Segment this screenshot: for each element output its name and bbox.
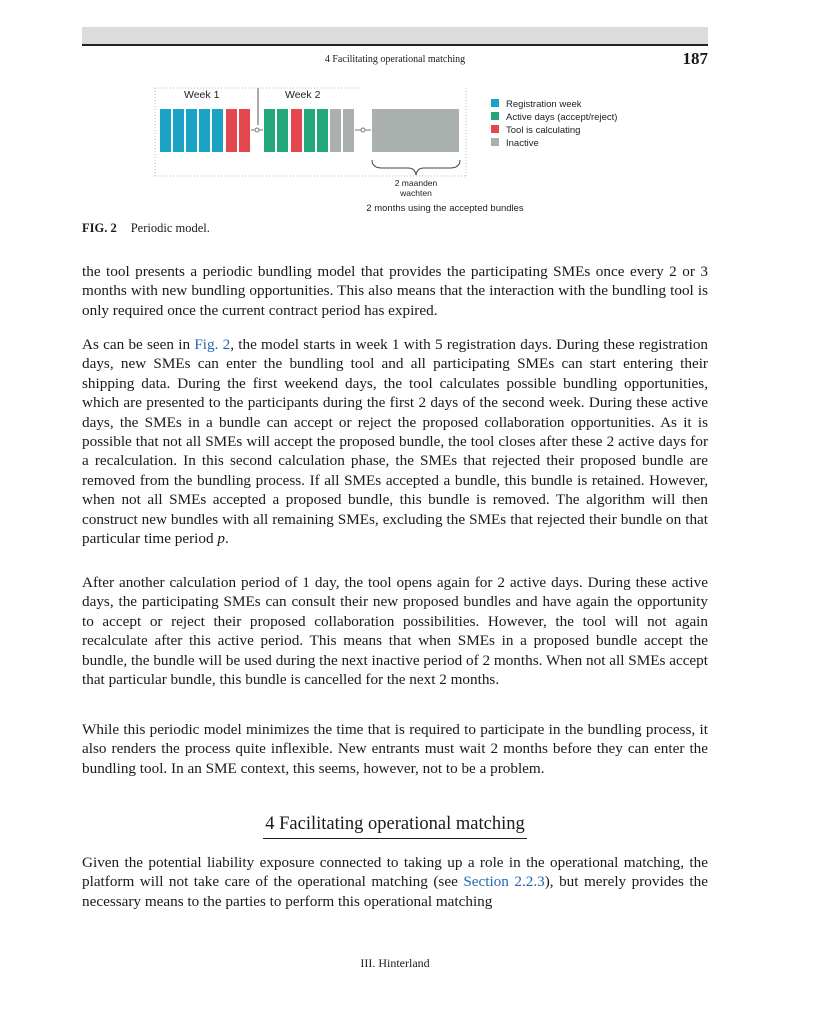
paragraph-2 <box>82 335 708 548</box>
brace-label-line1: 2 maanden <box>394 178 438 188</box>
running-head: 4 Facilitating operational matching <box>324 54 466 65</box>
active-day-2 <box>277 109 288 152</box>
inactive-day-1 <box>330 109 341 152</box>
registration-day-4 <box>199 109 210 152</box>
inactive-day-2 <box>343 109 354 152</box>
paragraph-2-text-start: As can be seen in <box>82 336 195 353</box>
legend-active-swatch <box>491 112 499 120</box>
brace-label-line2: wachten <box>400 188 432 198</box>
figure-caption-text: Periodic model. <box>130 221 210 235</box>
paragraph-5-text-end: ), but merely provides the necessary means to the parties to perform this operational matching <box>82 873 708 910</box>
connector-dot <box>255 128 259 132</box>
legend-inactive-swatch <box>491 138 499 146</box>
figure-number: FIG. 2 <box>82 221 117 235</box>
section-heading <box>82 814 708 839</box>
header-band <box>82 27 708 44</box>
section-heading-text: 4 Facilitating operational matching <box>263 814 526 839</box>
legend-registration-swatch <box>491 99 499 107</box>
section-2-2-3-link[interactable]: Section 2.2.3 <box>463 873 545 891</box>
calculating-day-3 <box>291 109 302 152</box>
legend-inactive-label: Inactive <box>506 138 539 149</box>
registration-day-5 <box>212 109 223 152</box>
figure-caption <box>82 221 210 236</box>
registration-day-1 <box>160 109 171 152</box>
fig-2-link[interactable]: Fig. 2 <box>194 336 231 353</box>
legend-registration-label: Registration week <box>506 99 582 110</box>
calculating-day-1 <box>226 109 237 152</box>
bottom-label: 2 months using the accepted bundles <box>366 203 524 214</box>
connector-dot <box>361 128 365 132</box>
legend-active-label: Active days (accept/reject) <box>506 112 618 123</box>
period-variable: p <box>217 530 225 548</box>
paragraph-1: the tool presents a periodic bundling model that provides the participating SMEs once every 2 or 3 months with new bundling opportunities. This also means that the interaction with the bundling tool is only required once the current contract period has expired. <box>82 263 708 319</box>
active-day-4 <box>317 109 328 152</box>
active-day-3 <box>304 109 315 152</box>
paragraph-2-end: . <box>224 530 229 548</box>
week-2-label: Week 2 <box>285 89 321 101</box>
page-number: 187 <box>682 49 708 68</box>
week-1-label: Week 1 <box>184 89 220 101</box>
paragraph-4: While this periodic model minimizes the time that is required to participate in the bundling process, it also renders the process quite inflexible. New entrants must wait 2 months before they can enter the bundling tool. In an SME context, this seems, however, not to be a problem. <box>82 721 708 777</box>
header-rule <box>82 44 708 46</box>
paragraph-2-text-body: , the model starts in week 1 with 5 registration days. During these registration days, new SMEs can enter the bundling tool and all participating SMEs can start entering their shipping data. During the first weekend days, the tool calculates possible bundling opportunities, which are presented to the participants during the first 2 days of the second week. During these active days, the SMEs in a bundle can accept or reject the proposed collaboration opportunities. As it is possible that not all SMEs will accept the proposed bundle, the tool closes after these 2 active days for a recalculation. In this second calculation phase, the SMEs that rejected their proposed bundle are removed from the bundling process. If all SMEs accepted a bundle, this bundle is retained. However, when not all SMEs accepted a proposed bundle, this bundle is removed. The algorithm will then construct new bundles with all remaining SMEs, excluding the SMEs that rejected their bundle on that particular time period <box>82 336 709 548</box>
registration-day-3 <box>186 109 197 152</box>
calculating-day-2 <box>239 109 250 152</box>
paragraph-5-text-start: Given the potential liability exposure connected to taking up a role in the operational matching, the platform will not take care of the operational matching (see <box>82 854 708 891</box>
paragraph-3: After another calculation period of 1 day, the tool opens again for 2 active days. During these active days, the participating SMEs can consult their new proposed bundles and have again the opportunity to accept or reject their proposed collaboration possibilities. However, the tool will not again recalculate after this active period. This means that when SMEs in a proposed bundle accept the bundle, the bundle will be used during the next inactive period of 2 months. When not all SMEs accept that particular bundle, this bundle is cancelled for the next 2 months. <box>82 574 708 689</box>
paragraph-5 <box>82 853 708 911</box>
active-day-1 <box>264 109 275 152</box>
registration-day-2 <box>173 109 184 152</box>
legend-calculating-label: Tool is calculating <box>506 125 581 136</box>
footer: III. Hinterland <box>360 956 430 970</box>
figure-periodic-model <box>82 80 708 220</box>
inactive-period-block <box>372 109 459 152</box>
legend-calculating-swatch <box>491 125 499 133</box>
brace-icon <box>372 160 460 175</box>
